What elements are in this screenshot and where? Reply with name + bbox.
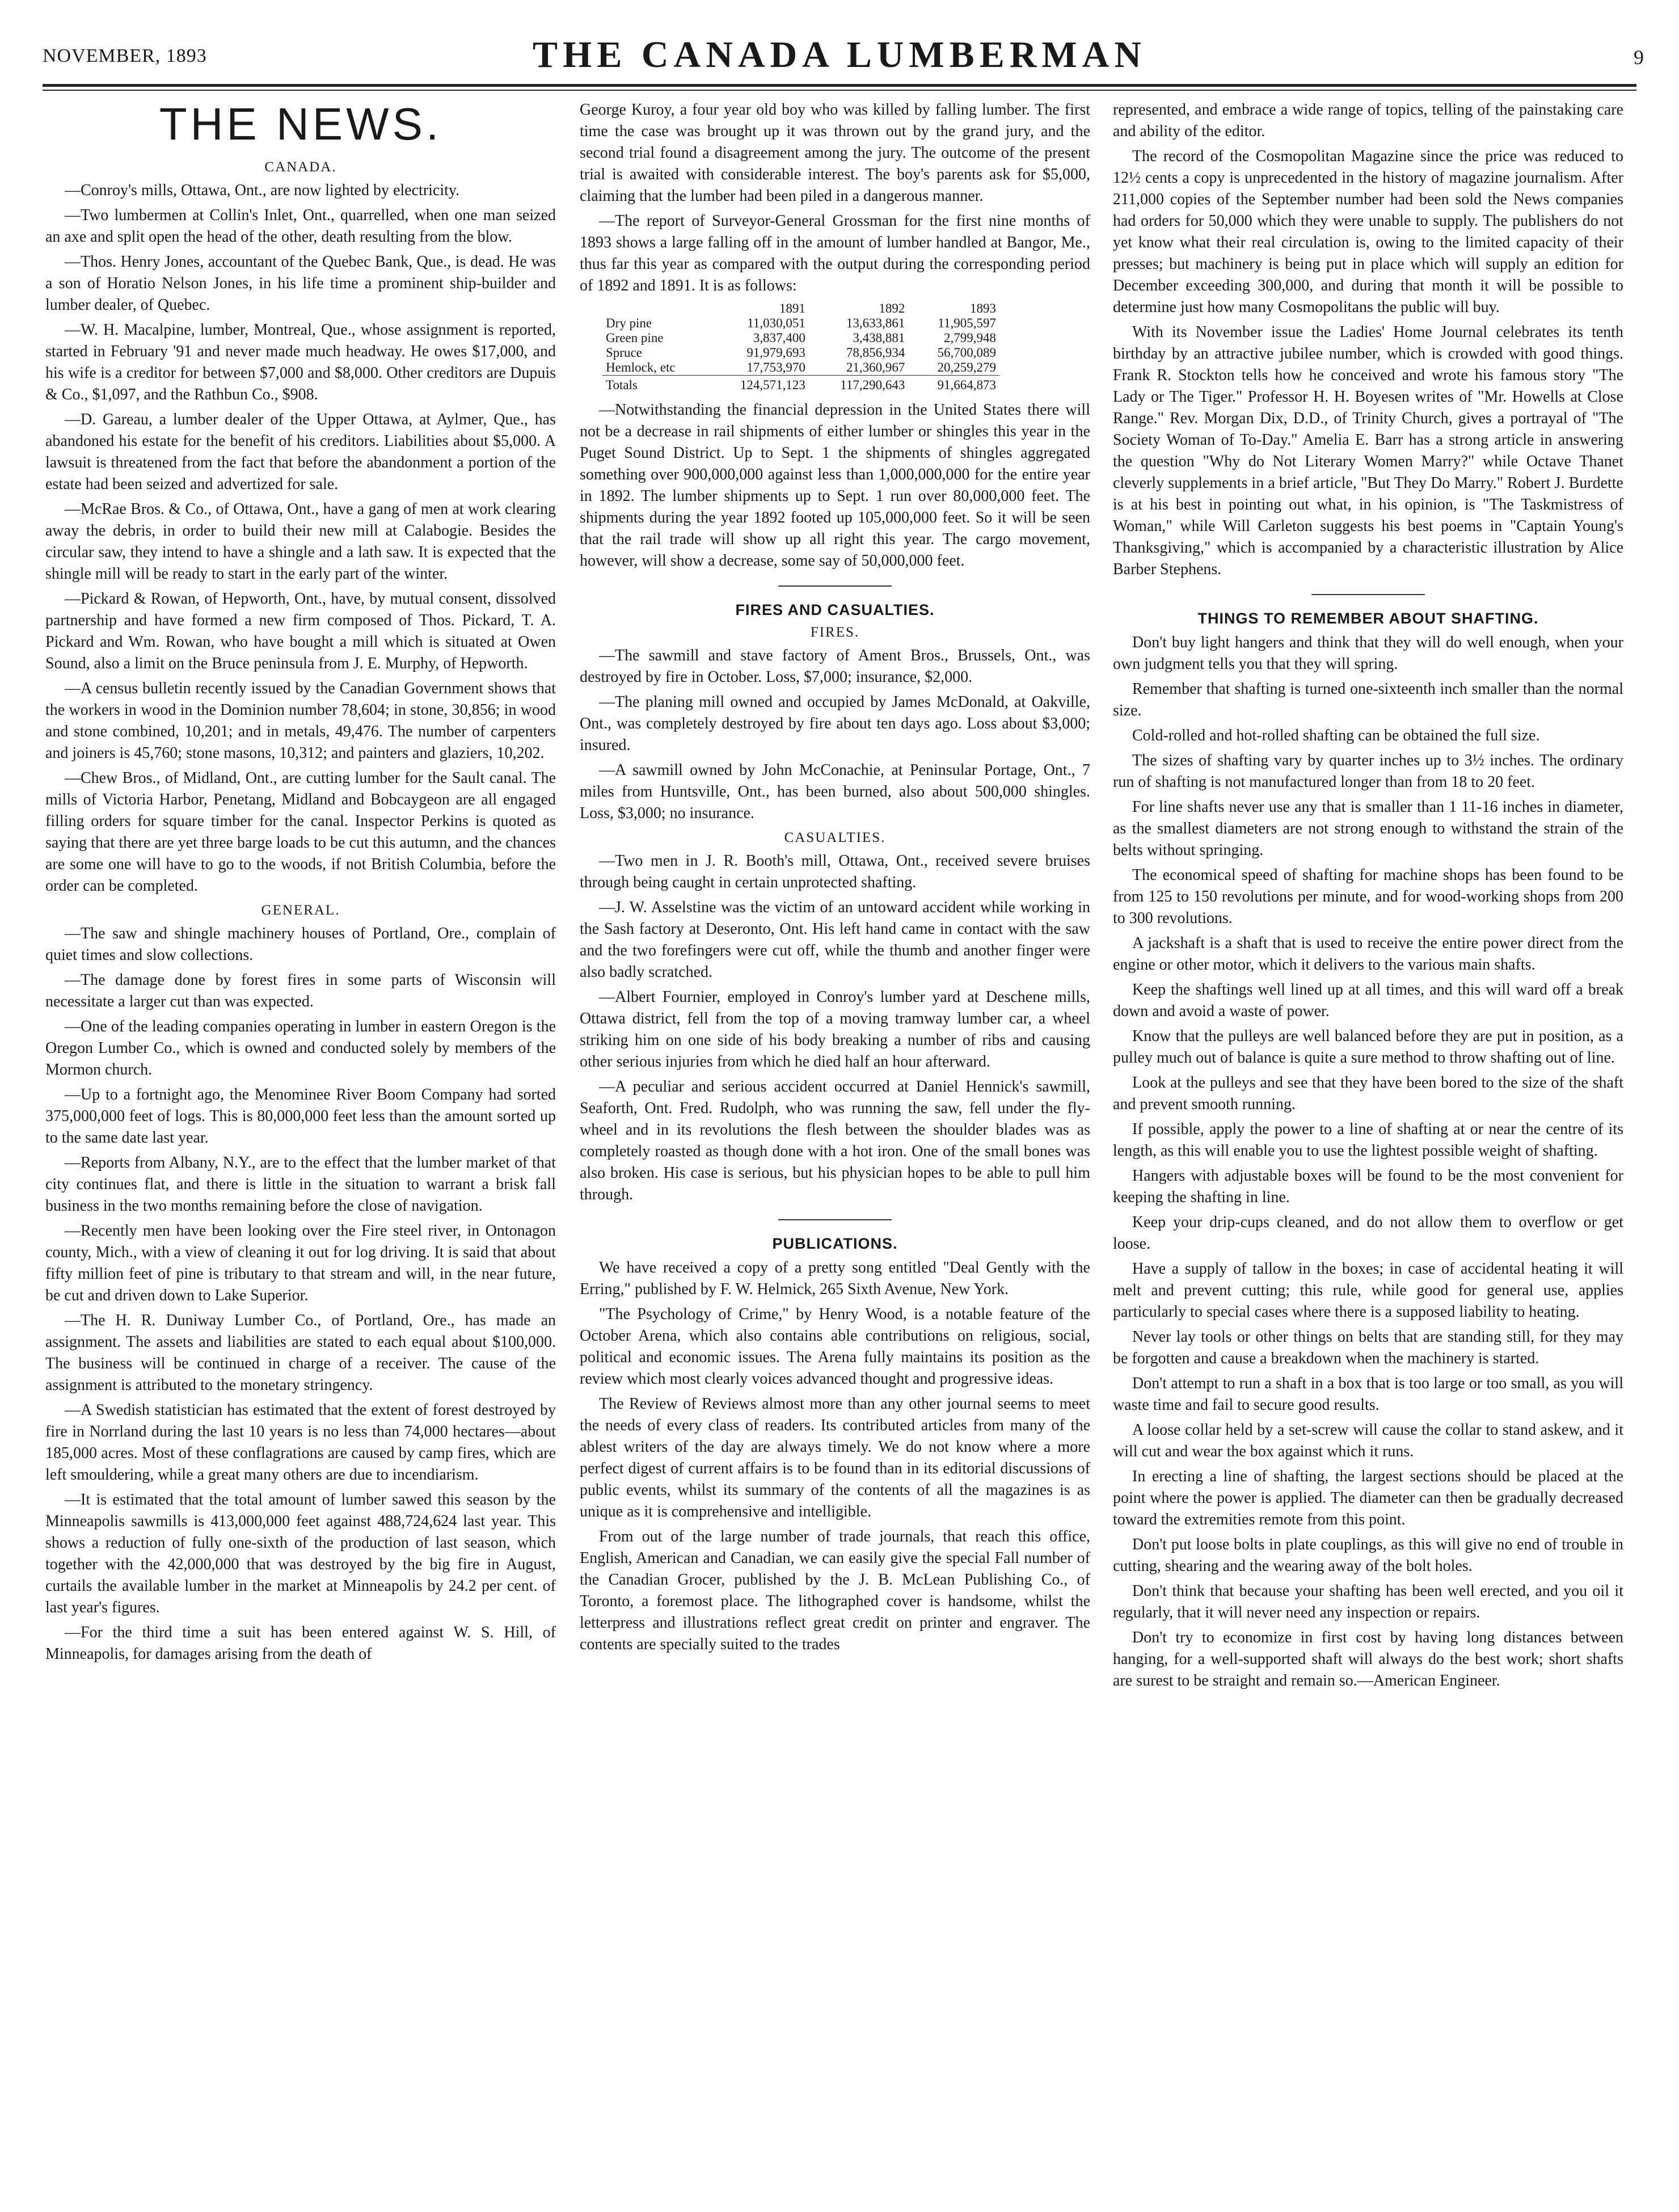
shafting-tip: For line shafts never use any that is smaller than 1 11-16 inches in diameter, as the smallest diameters are not strong enough to withstand the strain of the belts without springing. [1113,798,1623,859]
cell-value: 13,633,861 [846,316,905,330]
cell-value: 56,700,089 [937,346,996,360]
shafting-heading: THINGS TO REMEMBER ABOUT SHAFTING. [1197,610,1539,627]
news-heading: THE NEWS. [159,99,442,149]
row-label: Spruce [606,346,642,360]
cell-value: 20,259,279 [937,360,996,374]
shafting-tip: Hangers with adjustable boxes will be found to be the most convenient for keeping the shafting in line. [1113,1167,1623,1206]
newspaper-title: THE CANADA LUMBERMAN [532,34,1147,75]
publications-heading: PUBLICATIONS. [772,1235,898,1252]
news-item: —The planing mill owned and occupied by James McDonald, at Oakville, Ont., was completely destroyed by fire about ten days ago. Loss about $3,000; insured. [580,693,1090,754]
news-item: —Recently men have been looking over the Fire steel river, in Ontonagon county, Mich., with a view of cleaning it out for log driving. It is said that about fifty million feet of pine is tributary to that stream and will, in the near future, be cut and driven down to Lake Superior. [45,1222,556,1304]
news-item: —A Swedish statistician has estimated that the extent of forest destroyed by fire in Norrland during the last 10 years is no less than 74,000 hectares—about 185,000 acres. Most of these conflagrations are caused by camp fires, which are left smouldering, while a great many others are due to incendiarism. [45,1401,556,1484]
shafting-tip: Know that the pulleys are well balanced before they are put in position, as a pulley much out of balance is quite a sure method to throw shafting out of line. [1113,1027,1623,1067]
shafting-tip: Keep the shaftings well lined up at all times, and this will ward off a break down and avoid a waste of power. [1113,981,1623,1020]
shafting-tip: Keep your drip-cups cleaned, and do not allow them to overflow or get loose. [1113,1214,1623,1253]
table-row [602,360,999,376]
publication-item: From out of the large number of trade journals, that reach this office, English, American and Canadian, we can easily give the special Fall number of the Canadian Grocer, published by the J. B. McLean Publishing Co., of Toronto, a foremost place. The lithographed cover is handsome, whilst the letterpress and illustrations reflect great credit on printer and engraver. The contents are specially suited to the trades [580,1528,1090,1653]
table-total-row [602,376,999,393]
row-label: Dry pine [606,316,652,330]
news-item: —Albert Fournier, employed in Conroy's lumber yard at Deschene mills, Ottawa district, fell from the top of a moving tramway lumber car, a wheel striking him on one side of his body breaking a number of ribs and causing other serious injuries from which he died half an hour afterward. [580,988,1090,1071]
shafting-tip: In erecting a line of shafting, the largest sections should be placed at the point where the power is applied. The diameter can then be gradually decreased toward the extremities remote from this point. [1113,1468,1623,1528]
shafting-tip: Cold-rolled and hot-rolled shafting can be obtained the full size. [1132,727,1540,744]
shafting-tip: Remember that shafting is turned one-sixteenth inch smaller than the normal size. [1113,680,1623,719]
masthead-rule-thin [43,90,1636,91]
year-header: 1893 [970,301,996,315]
column-1 [45,99,556,2198]
publication-item: The record of the Cosmopolitan Magazine since the price was reduced to 12½ cents a copy is unprecedented in the history of magazine journalism. After 211,000 copies of the September number had been sold the News companies had orders for 50,000 which they were unable to supply. The publishers do not yet know what their real circulation is, owing to the limited capacity of their presses; but machinery is being put in place which will supply an edition for December exceeding 300,000, and during that month it will be possible to determine just how many Cosmopolitans the public will buy. [1113,148,1623,316]
news-item: —Notwithstanding the financial depression in the United States there will not be a decrease in rail shipments of either lumber or shingles this year in the Puget Sound District. Up to Sept. 1 the shipments of shingles aggregated something over 900,000,000 against less than 1,000,000,000 for the entire year in 1892. The lumber shipments up to Sept. 1 run over 80,000,000 feet. The shipments during the year 1892 footed up 105,000,000 feet. So it will be seen that the rail trade will show up all right this year. The cargo movement, however, will show a decrease, some say of 50,000,000 feet. [580,401,1090,570]
table-row [602,346,999,360]
shafting-tip: A jackshaft is a shaft that is used to receive the entire power direct from the engine or other motor, which it delivers to the various main shafts. [1113,934,1623,974]
shafting-tip: Don't buy light hangers and think that they will do well enough, when your own judgment tells you that they will spring. [1113,634,1623,673]
news-item: —The damage done by forest fires in some parts of Wisconsin will necessitate a larger cut than was expected. [45,971,556,1010]
news-item: —A census bulletin recently issued by the Canadian Government shows that the workers in wood in the Dominion number 78,604; in stone, 30,856; in wood and stone combined, 10,201; and in metals, 49,476. The number of carpenters and joiners is 45,760; stone masons, 10,312; and painters and glaziers, 10,202. [45,680,556,762]
shafting-tip: Don't think that because your shafting has been well erected, and you oil it regularly, that it will never need any inspection or repairs. [1113,1582,1623,1621]
shafting-tip: A loose collar held by a set-screw will cause the collar to stand askew, and it will cut and wear the box against which it runs. [1113,1421,1623,1460]
cell-value: 3,837,400 [753,331,805,345]
news-item: —The sawmill and stave factory of Ament Bros., Brussels, Ont., was destroyed by fire in October. Loss, $7,000; insurance, $2,000. [580,647,1090,686]
masthead-rule-thick [43,84,1636,87]
row-label: Hemlock, etc [606,360,676,374]
cell-value: 2,799,948 [944,331,996,345]
news-item: —Thos. Henry Jones, accountant of the Quebec Bank, Que., is dead. He was a son of Horatio Nelson Jones, in his life time a prominent ship-builder and lumber dealer, of Quebec. [45,253,556,314]
news-item: —J. W. Asselstine was the victim of an untoward accident while working in the Sash factory at Deseronto, Ont. His left hand came in contact with the saw and the two forefingers were cut off, while the thumb and another finger were also badly scratched. [580,899,1090,981]
shafting-tip: If possible, apply the power to a line of shafting at or near the centre of its length, as this will enable you to use the lightest possible weight of shafting. [1113,1120,1623,1160]
news-item: —For the third time a suit has been entered against W. S. Hill, of Minneapolis, for damages arising from the death of [45,1624,556,1663]
shafting-tip: Never lay tools or other things on belts that are standing still, for they may be forgotten and cause a breakdown when the machinery is started. [1113,1328,1623,1367]
cell-value: 117,290,643 [809,376,908,393]
masthead [0,0,1679,85]
year-header: 1892 [879,301,905,315]
casualties-subheading: CASUALTIES. [784,830,886,845]
news-item: —The H. R. Duniway Lumber Co., of Portland, Ore., has made an assignment. The assets and liabilities are stated to each equal about $100,000. The business will be continued in charge of a receiver. The cause of the assignment is attributed to the monetary stringency. [45,1312,556,1394]
news-item: —W. H. Macalpine, lumber, Montreal, Que., whose assignment is reported, started in February '91 and never made much headway. He owes $17,000, and his wife is a creditor for between $7,000 and $8,000. Other creditors are Dupuis & Co., $1,097, and the Rathbun Co., $908. [45,321,556,403]
bangor-lumber-table [602,301,999,393]
section-divider [1311,594,1425,595]
cell-value: 11,905,597 [938,316,996,330]
cell-value: 91,664,873 [908,376,999,393]
cell-value: 3,438,881 [853,331,905,345]
section-divider [778,585,892,587]
shafting-tip: Look at the pulleys and see that they have been bored to the size of the shaft and prevent smooth running. [1113,1074,1623,1113]
news-item: —The saw and shingle machinery houses of Portland, Ore., complain of quiet times and slow collections. [45,925,556,964]
news-item: —Two men in J. R. Booth's mill, Ottawa, Ont., received severe bruises through being caught in certain unprotected shafting. [580,852,1090,891]
fires-casualties-heading: FIRES AND CASUALTIES. [735,601,935,618]
publication-item: "The Psychology of Crime," by Henry Wood, is a notable feature of the October Arena, which also contains able contributions on religious, social, political and economic issues. The Arena fully maintains its position as the review which most clearly voices advanced thought and progressive ideas. [580,1305,1090,1388]
cell-value: 78,856,934 [846,346,905,360]
table-row [602,316,999,331]
news-item: —Two lumbermen at Collin's Inlet, Ont., quarrelled, when one man seized an axe and split open the head of the other, death resulting from the blow. [45,207,556,246]
news-item: —Pickard & Rowan, of Hepworth, Ont., have, by mutual consent, dissolved partnership and have formed a new firm composed of Thos. Pickard, T. A. Pickard and Wm. Rowan, who have bought a mill which is situated at Owen Sound, also a limit on the Bruce peninsula from J. E. Murphy, of Hepworth. [45,590,556,672]
column-2 [580,99,1090,2198]
cell-value: 17,753,970 [746,360,805,374]
year-header: 1891 [779,301,805,315]
news-item: —A sawmill owned by John McConachie, at Peninsular Portage, Ont., 7 miles from Huntsville, Ont., has been burned, also about 500,000 shingles. Loss, $3,000; no insurance. [580,761,1090,822]
news-item: —Conroy's mills, Ottawa, Ont., are now lighted by electricity. [65,182,460,199]
publication-item: The Review of Reviews almost more than any other journal seems to meet the needs of every class of readers. Its contributed articles from many of the ablest writers of the day are always timely. We do not know where a more perfect digest of current affairs is to be found than in its editorial discussions of public events, whilst its summary of the contents of all the magazines is as unique as it is comprehensive and intelligible. [580,1395,1090,1520]
news-item: —The report of Surveyor-General Grossman for the first nine months of 1893 shows a large falling off in the amount of lumber handled at Bangor, Me., thus far this year as compared with the output during the corresponding period of 1892 and 1891. It is as follows: [580,212,1090,294]
news-item: —D. Gareau, a lumber dealer of the Upper Ottawa, at Aylmer, Que., has abandoned his estate for the benefit of his creditors. Liabilities about $5,000. A lawsuit is threatened from the fact that before the abandonment a portion of the estate had been seized and advertized for sale. [45,411,556,493]
cell-value: 91,979,693 [746,346,805,360]
shafting-tip: The sizes of shafting vary by quarter inches up to 3½ inches. The ordinary run of shafting is not manufactured longer than from 18 to 20 feet. [1113,752,1623,791]
news-item: —Up to a fortnight ago, the Menominee River Boom Company had sorted 375,000,000 feet of logs. This is 80,000,000 feet less than the amount sorted up to the same date last year. [45,1086,556,1147]
table-row [602,331,999,346]
column-3 [1113,99,1623,2198]
news-item: —One of the leading companies operating in lumber in eastern Oregon is the Oregon Lumber Co., which is owned and conducted solely by members of the Mormon church. [45,1018,556,1078]
shafting-tip: Don't attempt to run a shaft in a box that is too large or too small, as you will waste time and fail to secure good results. [1113,1375,1623,1414]
page-number: 9 [1634,46,1644,69]
cell-value: 21,360,967 [846,360,905,374]
news-item: George Kuroy, a four year old boy who was killed by falling lumber. The first time the case was brought up it was thrown out by the grand jury, and the second trial found a disagreement among the jury. The outcome of the present trial is awaited with considerable interest. The boy's parents ask for $5,000, claiming that the lumber had been piled in a dangerous manner. [580,101,1090,205]
table-header-row [602,301,999,316]
news-item: —A peculiar and serious accident occurred at Daniel Hennick's sawmill, Seaforth, Ont. Fred. Rudolph, who was running the saw, fell under the fly-wheel and in its revolutions the flesh between the shoulder blades was as completely roasted as though done with a hot iron. One of the small bones was also broken. His case is serious, but his physician hopes to be able to pull him through. [580,1078,1090,1203]
shafting-tip: The economical speed of shafting for machine shops has been found to be from 125 to 150 revolutions per minute, and for wood-working shops from 200 to 300 revolutions. [1113,866,1623,927]
issue-date: NOVEMBER, 1893 [43,45,207,66]
cell-value: 11,030,051 [747,316,805,330]
publication-item: represented, and embrace a wide range of topics, telling of the painstaking care and ability of the editor. [1113,101,1623,140]
publication-item: With its November issue the Ladies' Home Journal celebrates its tenth birthday by an attractive jubilee number, which is crowded with good things. Frank R. Stockton tells how he conceived and wrote his famous story "The Lady or The Tiger." Professor H. H. Boyesen writes of "Mr. Howells at Close Range." Rev. Morgan Dix, D.D., of Trinity Church, gives a portrayal of "The Society Woman of To-Day." Amelia E. Barr has a strong article in answering the question "Why do Not Literary Women Marry?" while Octave Thanet cleverly supplements in a brief article, "But They Do Marry." Robert J. Burdette is at his best in pointing out what, in his opinion, is "The Taskmistress of Woman," while Will Carleton suggests his best poems in "Captain Young's Thanksgiving," which is accompanied by a characteristic illustration by Alice Barber Stephens. [1113,323,1623,578]
cell-value: 124,571,123 [708,376,809,393]
shafting-tip: Don't try to economize in first cost by having long distances between hanging, for a well-supported shaft will always do the best work; short shafts are surest to be straight and remain so.—American Engineer. [1113,1629,1623,1689]
shafting-tip: Have a supply of tallow in the boxes; in case of accidental heating it will melt and prevent cutting; this rule, while good for general use, applies particularly to special cases where there is a supposed liability to heating. [1113,1260,1623,1321]
section-divider [778,1219,892,1220]
news-item: —Reports from Albany, N.Y., are to the effect that the lumber market of that city continues flat, and there is little in the situation to warrant a brisk fall business in the two months remaining before the close of navigation. [45,1154,556,1215]
section-general-heading: GENERAL. [261,903,340,918]
fires-subheading: FIRES. [810,625,860,640]
news-item: —It is estimated that the total amount of lumber sawed this season by the Minneapolis sawmills is 413,000,000 feet against 488,724,624 last year. This shows a reduction of fully one-sixth of the production of last season, which together with the 42,000,000 that was destroyed by the big fire in August, curtails the available lumber in the market at Minneapolis by 24.2 per cent. of last year's figures. [45,1491,556,1616]
news-item: —McRae Bros. & Co., of Ottawa, Ont., have a gang of men at work clearing away the debris, in order to build their new mill at Calabogie. Besides the circular saw, they intend to have a shingle and a lath saw. It is expected that the shingle mill will be ready to start in the early part of the winter. [45,500,556,583]
publication-item: We have received a copy of a pretty song entitled "Deal Gently with the Erring," published by F. W. Helmick, 265 Sixth Avenue, New York. [580,1259,1090,1298]
row-label: Green pine [606,331,664,345]
shafting-tip: Don't put loose bolts in plate couplings, as this will give no end of trouble in cutting, shearing and the wearing away of the bolt holes. [1113,1536,1623,1575]
row-label: Totals [602,376,708,393]
section-canada-heading: CANADA. [264,159,337,175]
news-item: —Chew Bros., of Midland, Ont., are cutting lumber for the Sault canal. The mills of Victoria Harbor, Penetang, Midland and Bobcaygeon are all engaged filling orders for square timber for the canal. Inspector Perkins is quoted as saying that there are yet three barge loads to be cut this autumn, and the chances are some one will have to go to the woods, if not British Columbia, before the order can be completed. [45,769,556,895]
